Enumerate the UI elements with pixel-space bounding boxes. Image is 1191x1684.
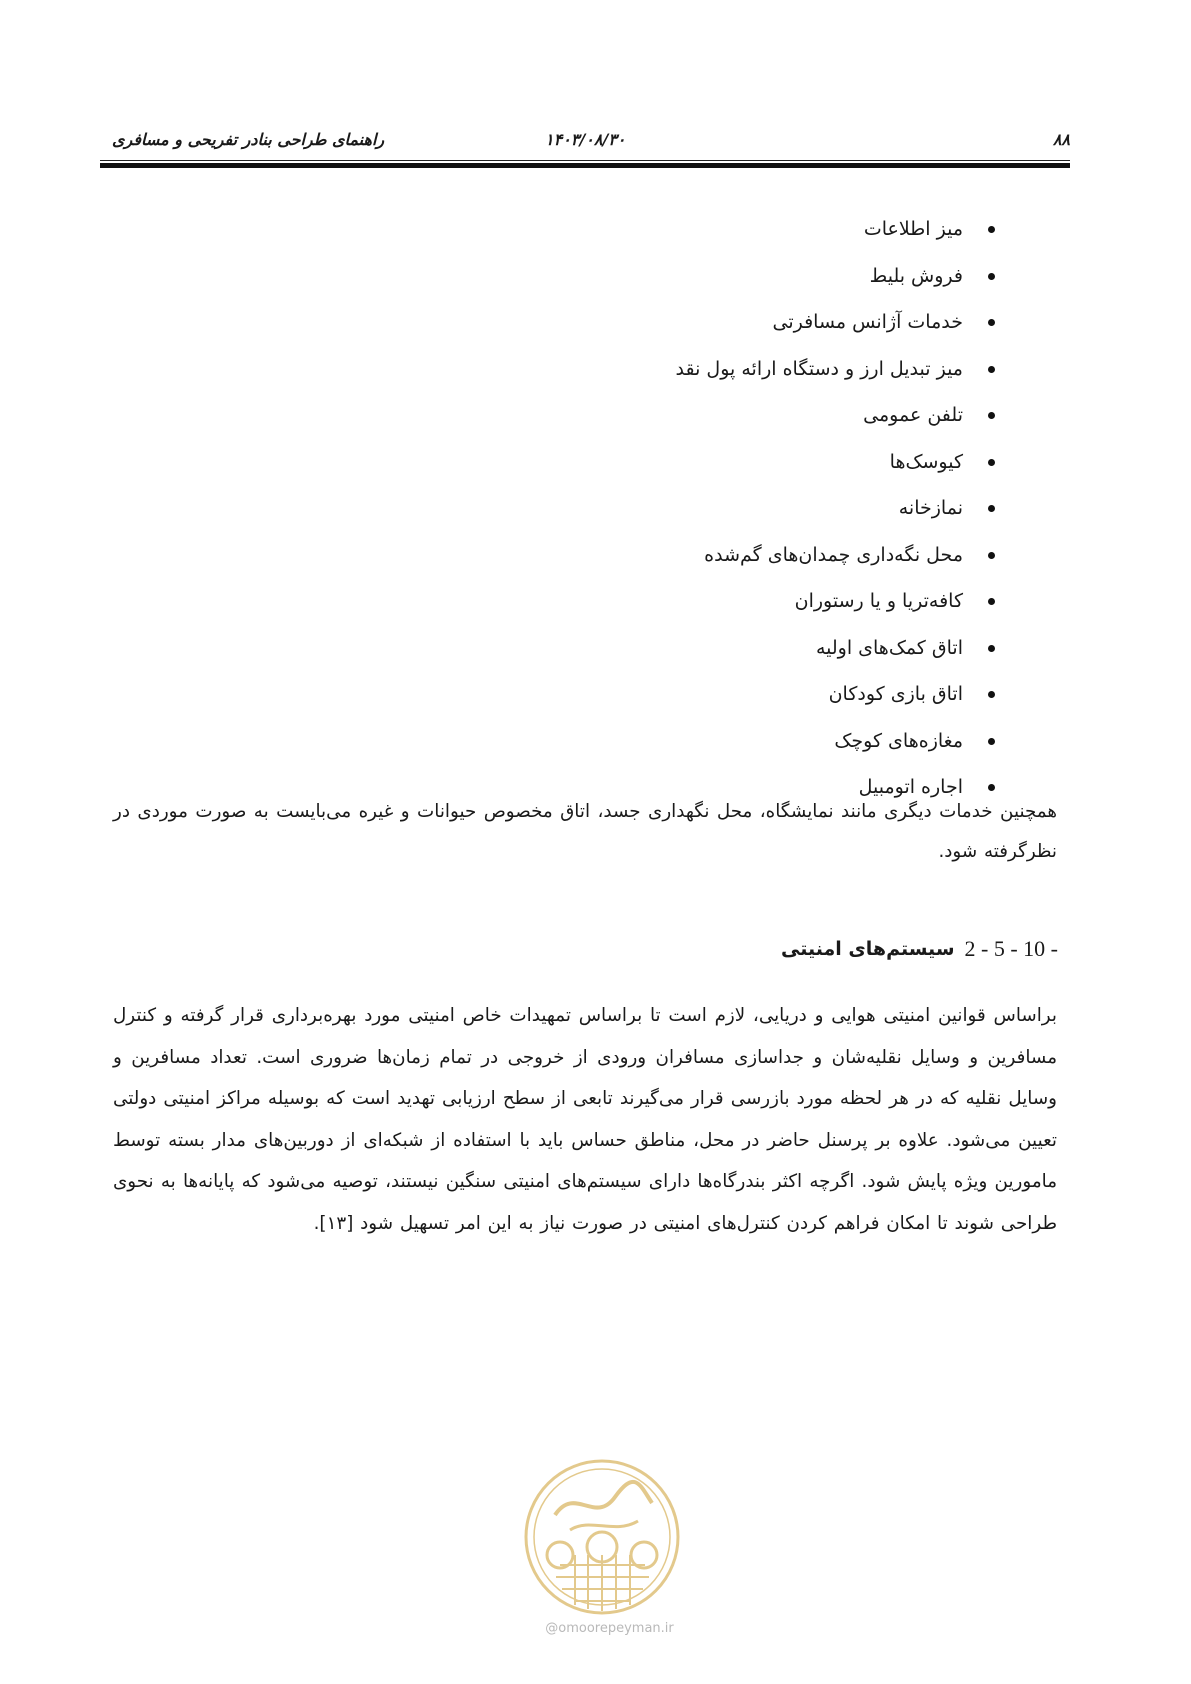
bullet-icon: [988, 366, 995, 373]
list-item: [676, 400, 996, 447]
list-item-text: میز اطلاعات: [863, 218, 963, 240]
list-item: [676, 493, 996, 540]
list-item: [676, 633, 996, 680]
section-title: سیستم‌های امنیتی: [780, 938, 955, 960]
bullet-icon: [988, 784, 995, 791]
list-item: [676, 540, 996, 587]
bullet-icon: [988, 459, 995, 466]
bullet-icon: [988, 738, 995, 745]
header-rule-thin: [100, 160, 1070, 161]
page-number: ۸۸: [1052, 130, 1070, 149]
list-item-text: مغازه‌های کوچک: [834, 729, 963, 752]
list-item: [676, 214, 996, 261]
list-item: [676, 726, 996, 773]
list-item-text: کافه‌تریا و یا رستوران: [794, 590, 963, 612]
list-item-text: اتاق بازی کودکان: [828, 683, 963, 705]
page-header: [100, 128, 1070, 152]
facilities-list: [676, 214, 996, 819]
bullet-icon: [988, 505, 995, 512]
list-item-text: نمازخانه: [898, 497, 963, 519]
bullet-icon: [988, 319, 995, 326]
list-item: [676, 261, 996, 308]
list-item-text: کیوسک‌ها: [889, 450, 963, 473]
list-item-text: اتاق کمک‌های اولیه: [815, 636, 963, 659]
list-item: [676, 586, 996, 633]
list-item-text: میز تبدیل ارز و دستگاه ارائه پول نقد: [675, 357, 963, 380]
list-item: [676, 307, 996, 354]
header-title: راهنمای طراحی بنادر تفریحی و مسافری: [112, 130, 385, 149]
list-item-text: محل نگه‌داری چمدان‌های گم‌شده: [704, 543, 963, 566]
list-item-text: اجاره اتومبیل: [858, 776, 963, 798]
bullet-icon: [988, 645, 995, 652]
watermark-url: @omoorepeyman.ir: [545, 1621, 674, 1636]
bullet-icon: [988, 552, 995, 559]
list-item-text: فروش بلیط: [869, 264, 963, 287]
header-rule-thick: [100, 163, 1070, 168]
bullet-icon: [988, 273, 995, 280]
list-item: [676, 447, 996, 494]
services-paragraph: همچنین خدمات دیگری مانند نمایشگاه، محل نگهداری جسد، اتاق مخصوص حیوانات و غیره می‌بایست به صورت موردی در نظرگرفته شود.: [113, 801, 1057, 862]
header-date: ۱۴۰۳/۰۸/۳۰: [545, 130, 626, 149]
list-item-text: تلفن عمومی: [863, 404, 963, 426]
bullet-icon: [988, 226, 995, 233]
bullet-icon: [988, 691, 995, 698]
section-heading: [781, 934, 1058, 964]
section-number: 2 - 5 - 10 -: [964, 936, 1058, 961]
list-item-text: خدمات آژانس مسافرتی: [772, 311, 963, 333]
security-paragraph: براساس قوانین امنیتی هوایی و دریایی، لازم است تا براساس تمهیدات خاص امنیتی مورد بهره‌برداری قرار گرفته و کنترل مسافرین و وسایل نقلیه‌شان و جداسازی مسافران ورودی از خروجی در تمام زمان‌ها ضروری است. تعداد مسافرین و وسایل نقلیه که در هر لحظه مورد بازرسی قرار می‌گیرند تابعی از سطح ارزیابی تهدید است که بوسیله مراکز امنیتی دولتی تعیین می‌شود. علاوه بر پرسنل حاضر در محل، مناطق حساس باید با استفاده از شبکه‌ای از دوربین‌های مدار بسته توسط مامورین ویژه پایش شود. اگرچه اکثر بندرگاه‌ها دارای سیستم‌های امنیتی سنگین نیستند، توصیه می‌شود که پایانه‌ها به نحوی طراحی شوند تا امکان فراهم کردن کنترل‌های امنیتی در صورت نیاز به این امر تسهیل شود [۱۳].: [113, 1005, 1057, 1234]
watermark-logo: [520, 1455, 685, 1620]
bullet-icon: [988, 598, 995, 605]
list-item: [676, 679, 996, 726]
list-item: [676, 354, 996, 401]
bullet-icon: [988, 412, 995, 419]
